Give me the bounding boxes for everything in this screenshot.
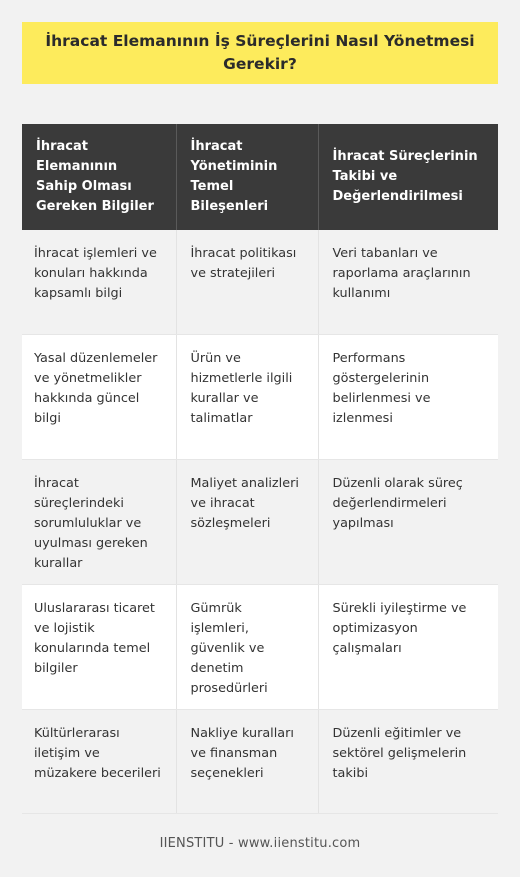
table-row	[22, 230, 498, 334]
table-cell: Performans göstergelerinin belirlenmesi ve izlenmesi	[318, 334, 498, 459]
table-cell: İhracat işlemleri ve konuları hakkında kapsamlı bilgi	[22, 230, 176, 334]
info-table	[22, 124, 498, 814]
table-cell: Düzenli eğitimler ve sektörel gelişmelerin takibi	[318, 709, 498, 813]
table-cell: Uluslararası ticaret ve lojistik konularında temel bilgiler	[22, 584, 176, 709]
table-cell: Düzenli olarak süreç değerlendirmeleri yapılması	[318, 459, 498, 584]
table-cell: Yasal düzenlemeler ve yönetmelikler hakkında güncel bilgi	[22, 334, 176, 459]
table-cell: Veri tabanları ve raporlama araçlarının kullanımı	[318, 230, 498, 334]
footer-credit: IIENSTITU - www.iienstitu.com	[159, 836, 361, 851]
title-banner	[22, 22, 498, 84]
table-header-row	[22, 124, 498, 230]
table-row	[22, 459, 498, 584]
column-header: İhracat Yönetiminin Temel Bileşenleri	[176, 124, 318, 230]
table-cell: Kültürlerarası iletişim ve müzakere becerileri	[22, 709, 176, 813]
table-cell: Maliyet analizleri ve ihracat sözleşmeleri	[176, 459, 318, 584]
table-row	[22, 709, 498, 813]
table-row	[22, 584, 498, 709]
page-title: İhracat Elemanının İş Süreçlerini Nasıl Yönetmesi Gerekir?	[45, 32, 475, 73]
column-header: İhracat Elemanının Sahip Olması Gereken Bilgiler	[22, 124, 176, 230]
table-cell: Sürekli iyileştirme ve optimizasyon çalışmaları	[318, 584, 498, 709]
table-cell: İhracat süreçlerindeki sorumluluklar ve uyulması gereken kurallar	[22, 459, 176, 584]
table-row	[22, 334, 498, 459]
table-cell: Nakliye kuralları ve finansman seçenekleri	[176, 709, 318, 813]
table-cell: İhracat politikası ve stratejileri	[176, 230, 318, 334]
table-cell: Ürün ve hizmetlerle ilgili kurallar ve talimatlar	[176, 334, 318, 459]
table-cell: Gümrük işlemleri, güvenlik ve denetim prosedürleri	[176, 584, 318, 709]
column-header: İhracat Süreçlerinin Takibi ve Değerlendirilmesi	[318, 124, 498, 230]
